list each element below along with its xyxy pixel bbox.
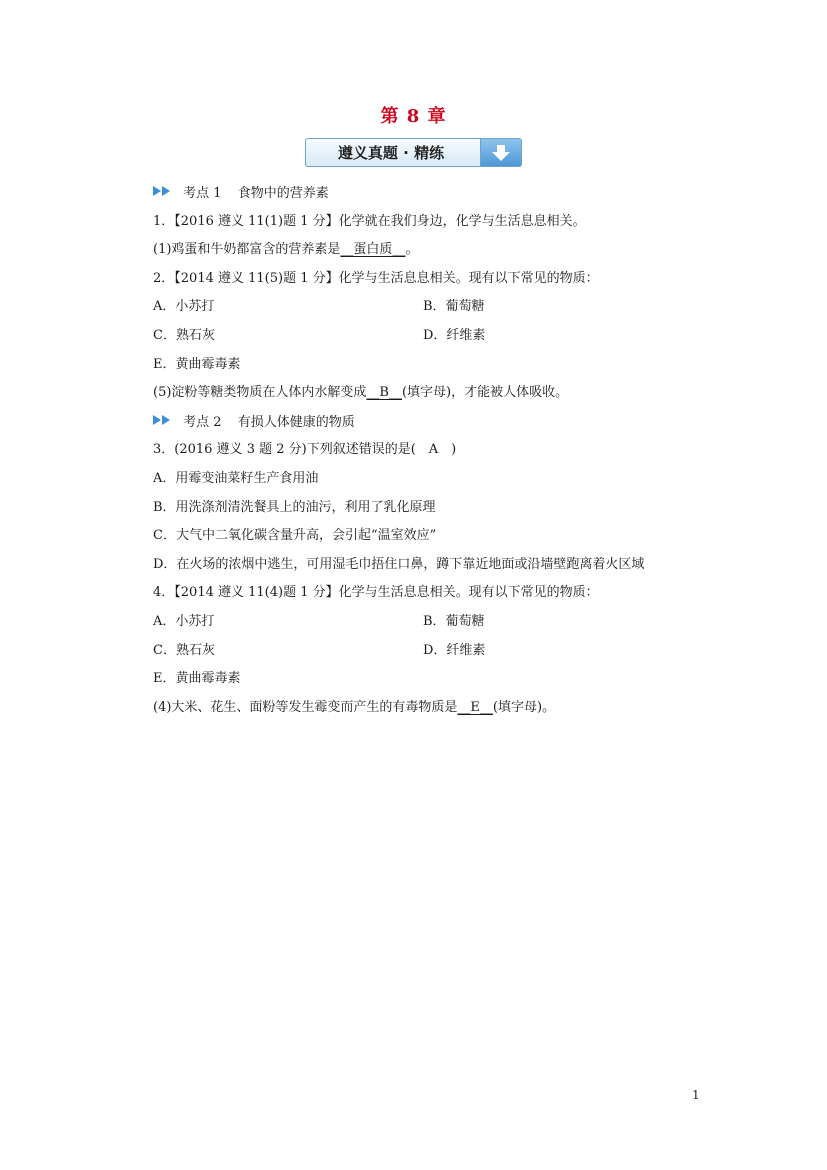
page-number: 1 [692,1088,700,1102]
answer-line [153,379,713,408]
download-arrow-icon [480,139,521,166]
option: D．纤维素 [423,327,486,343]
option: E．黄曲霉毒素 [153,356,241,372]
answer-prefix: (4)大米、花生、面粉等发生霉变而产生的有毒物质是 [153,699,458,715]
section-heading [153,179,713,208]
question-content [153,179,713,722]
double-triangle-icon [153,179,171,208]
option-row [153,637,713,666]
option: A．小苏打 [153,613,215,629]
option-row [153,322,713,351]
banner-title: 遵义真题 · 精练 [337,144,445,162]
question-stem: 2．【2014 遵义 11(5)题 1 分】化学与生活息息相关。现有以下常见的物质： [153,270,599,286]
answer-prefix: (5)淀粉等糖类物质在人体内水解变成 [153,385,367,401]
option: B．葡萄糖 [423,613,485,629]
option: A．小苏打 [153,299,215,315]
option: E．黄曲霉毒素 [153,671,241,687]
option-row [153,351,713,380]
option: C．熟石灰 [153,642,215,658]
option: C．大气中二氧化碳含量升高，会引起“温室效应” [153,528,437,544]
chapter-title: 第 8 章 [380,106,447,127]
option: B．用洗涤剂清洗餐具上的油污，利用了乳化原理 [153,499,436,515]
double-triangle-icon [153,408,171,437]
option: C．熟石灰 [153,327,215,343]
option: D．纤维素 [423,642,486,658]
option-row [153,293,713,322]
answer-suffix: (填字母)。 [492,699,556,715]
section-code: 考点 2 [183,414,222,430]
answer-prefix: (1)鸡蛋和牛奶都富含的营养素是 [153,242,341,258]
answer-line [153,694,713,723]
option-row [153,665,713,694]
answer-blank: __蛋白质__ [340,242,406,258]
question-stem: 1．【2016 遵义 11(1)题 1 分】化学就在我们身边，化学与生活息息相关。 [153,213,586,229]
question-stem: 4．【2014 遵义 11(4)题 1 分】化学与生活息息相关。现有以下常见的物质： [153,585,599,601]
option-row [153,608,713,637]
section-heading [153,408,713,437]
answer-line [153,236,713,265]
answer-suffix: (填字母)，才能被人体吸收。 [401,385,569,401]
option: A．用霉变油菜籽生产食用油 [153,470,319,486]
answer-suffix: 。 [405,242,419,258]
section-code: 考点 1 [183,185,222,201]
answer-blank: __E__ [457,699,493,715]
option: D．在火场的浓烟中逃生，可用湿毛巾捂住口鼻，蹲下靠近地面或沿墙壁跑离着火区域 [153,556,645,572]
answer-blank: __B__ [366,385,402,401]
question-stem: 3．(2016 遵义 3 题 2 分)下列叙述错误的是( A ) [153,442,457,458]
option: B．葡萄糖 [423,299,485,315]
section-banner [305,138,522,167]
section-title: 有损人体健康的物质 [237,414,355,430]
section-title: 食物中的营养素 [237,185,329,201]
